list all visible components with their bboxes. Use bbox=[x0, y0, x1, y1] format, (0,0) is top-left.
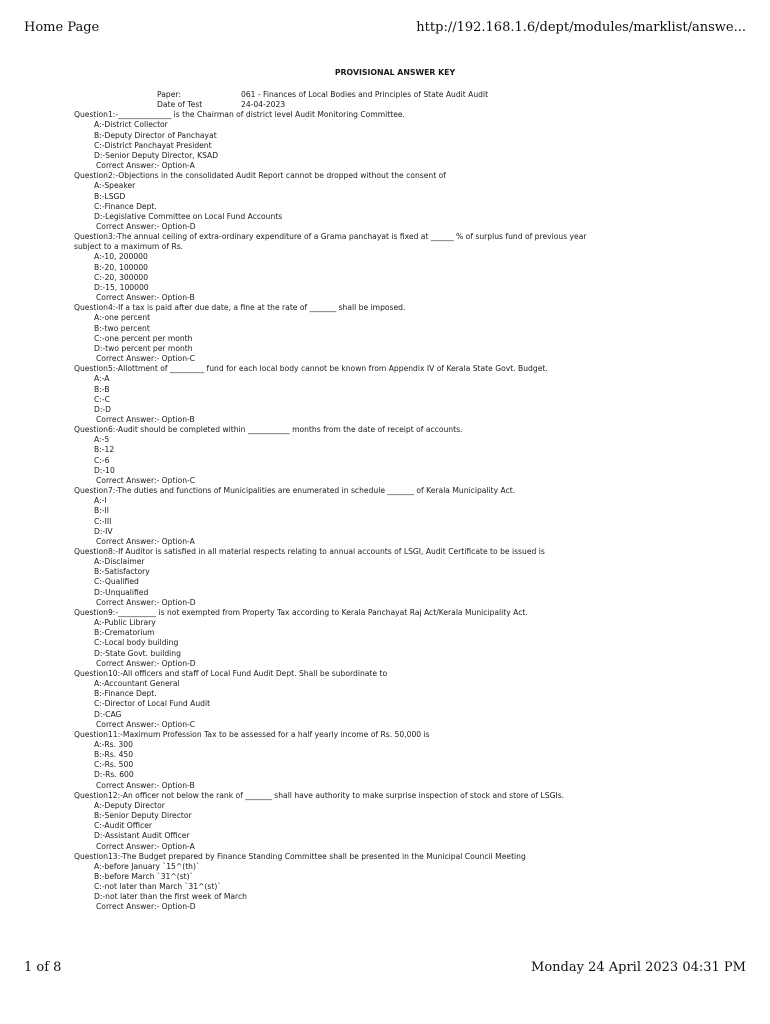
correct-answer: Correct Answer:- Option-C bbox=[96, 354, 196, 364]
question-option: C:-Rs. 500 bbox=[94, 760, 134, 770]
question-option: D:-Legislative Committee on Local Fund Accounts bbox=[94, 211, 283, 221]
question-option: A:-Accountant General bbox=[94, 679, 180, 689]
correct-answer: Correct Answer:- Option-B bbox=[96, 780, 195, 790]
question-option: D:-not later than the first week of March bbox=[94, 892, 247, 902]
question-text: Question8:-If Auditor is satisfied in all material respects relating to annual accounts of LSGI, Audit Certificate to be issued is bbox=[74, 547, 545, 556]
question-option: C:-6 bbox=[94, 455, 110, 465]
question-text: Question4:-If a tax is paid after due date, a fine at the rate of _______ shall be imposed. bbox=[74, 303, 406, 313]
date-row bbox=[0, 100, 770, 110]
question-option: C:-20, 300000 bbox=[94, 272, 149, 282]
paper-label: Paper: bbox=[157, 90, 181, 99]
question-block bbox=[0, 608, 770, 669]
page-count: 1 of 8 bbox=[24, 960, 62, 975]
question-option: B:-Satisfactory bbox=[94, 567, 150, 577]
question-option: A:-I bbox=[94, 496, 107, 506]
question-option: C:-not later than March `31^(st)` bbox=[94, 882, 222, 892]
question-text: Question9:-__________ is not exempted from Property Tax according to Kerala Panchayat Raj Act/Kerala Municipality Act. bbox=[74, 607, 528, 617]
question-text: Question1:-______________ is the Chairman of district level Audit Monitoring Committee. bbox=[74, 110, 405, 120]
question-option: A:-Rs. 300 bbox=[94, 739, 133, 749]
paper-row bbox=[0, 90, 770, 100]
question-option: D:-10 bbox=[94, 465, 115, 475]
question-text: Question7:-The duties and functions of Municipalities are enumerated in schedule _______ of Kerala Municipality Act. bbox=[74, 486, 516, 496]
question-option: B:-II bbox=[94, 506, 109, 516]
question-text: Question12:-An officer not below the rank of _______ shall have authority to make surprise inspection of stock and store of LSGIs. bbox=[74, 790, 565, 800]
question-block bbox=[0, 486, 770, 547]
question-block bbox=[0, 547, 770, 608]
question-option: A:-Public Library bbox=[94, 618, 156, 628]
question-block bbox=[0, 425, 770, 486]
question-option: C:-III bbox=[94, 516, 112, 526]
date-value: 24-04-2023 bbox=[241, 100, 286, 110]
question-option: B:-two percent bbox=[94, 323, 150, 333]
question-list bbox=[0, 110, 770, 912]
question-text: Question5:-Allottment of _________ fund for each local body cannot be known from Appendix IV of Kerala State Govt. Budget. bbox=[74, 364, 548, 374]
question-option: B:-B bbox=[94, 384, 110, 394]
question-option: C:-Qualified bbox=[94, 577, 139, 587]
correct-answer: Correct Answer:- Option-D bbox=[96, 902, 196, 912]
question-option: A:-before January `15^(th)` bbox=[94, 861, 200, 871]
correct-answer: Correct Answer:- Option-B bbox=[96, 293, 195, 303]
question-text: Question11:-Maximum Profession Tax to be assessed for a half yearly income of Rs. 50,000 is bbox=[74, 729, 430, 739]
question-option: A:-10, 200000 bbox=[94, 252, 148, 262]
answer-key-document bbox=[0, 68, 770, 913]
correct-answer: Correct Answer:- Option-D bbox=[96, 222, 196, 231]
question-block bbox=[0, 303, 770, 364]
question-block bbox=[0, 110, 770, 171]
question-option: C:-one percent per month bbox=[94, 333, 193, 343]
question-text: Question2:-Objections in the consolidated Audit Report cannot be dropped without the consent of bbox=[74, 171, 446, 181]
question-option: A:-A bbox=[94, 374, 110, 384]
correct-answer: Correct Answer:- Option-A bbox=[96, 161, 195, 171]
question-option: A:-District Collector bbox=[94, 120, 168, 130]
question-text: Question10:-All officers and staff of Local Fund Audit Dept. Shall be subordinate to bbox=[74, 668, 388, 678]
header-url: http://192.168.1.6/dept/modules/marklist/answe... bbox=[416, 20, 746, 35]
correct-answer: Correct Answer:- Option-D bbox=[96, 658, 196, 668]
question-option: D:-CAG bbox=[94, 709, 122, 719]
question-text: Question13:-The Budget prepared by Finance Standing Committee shall be presented in the Municipal Council Meeting bbox=[74, 851, 526, 861]
question-option: B:-LSGD bbox=[94, 191, 126, 201]
question-option: D:-State Govt. building bbox=[94, 648, 181, 658]
document-title: PROVISIONAL ANSWER KEY bbox=[334, 68, 456, 77]
question-block bbox=[0, 852, 770, 913]
question-block bbox=[0, 364, 770, 425]
question-option: D:-Assistant Audit Officer bbox=[94, 831, 190, 841]
correct-answer: Correct Answer:- Option-B bbox=[96, 414, 195, 424]
question-option: B:-Deputy Director of Panchayat bbox=[94, 130, 217, 140]
question-option: D:-Unqualified bbox=[94, 587, 149, 597]
question-option: D:-two percent per month bbox=[94, 343, 193, 353]
question-option: D:-Rs. 600 bbox=[94, 770, 134, 780]
question-text: Question6:-Audit should be completed within ___________ months from the date of receipt of accounts. bbox=[74, 425, 463, 435]
print-timestamp: Monday 24 April 2023 04:31 PM bbox=[531, 960, 746, 975]
question-option: B:-Finance Dept. bbox=[94, 689, 157, 699]
question-option: C:-Audit Officer bbox=[94, 821, 153, 831]
question-block bbox=[0, 171, 770, 232]
question-option: C:-Finance Dept. bbox=[94, 201, 157, 211]
question-block bbox=[0, 791, 770, 852]
question-option: D:-D bbox=[94, 404, 111, 414]
question-block bbox=[0, 232, 770, 303]
question-option: B:-Rs. 450 bbox=[94, 750, 134, 760]
question-option: A:-Disclaimer bbox=[94, 557, 145, 567]
paper-value: 061 - Finances of Local Bodies and Principles of State Audit Audit bbox=[241, 90, 489, 99]
question-option: B:-before March `31^(st)` bbox=[94, 872, 194, 881]
correct-answer: Correct Answer:- Option-C bbox=[96, 719, 196, 729]
print-header bbox=[24, 20, 746, 40]
question-option: D:-IV bbox=[94, 526, 113, 536]
header-page-title: Home Page bbox=[24, 20, 100, 35]
question-option: C:-Director of Local Fund Audit bbox=[94, 699, 211, 709]
question-option: C:-Local body building bbox=[94, 638, 179, 648]
correct-answer: Correct Answer:- Option-A bbox=[96, 841, 195, 851]
question-option: D:-15, 100000 bbox=[94, 282, 149, 292]
question-option: A:-Deputy Director bbox=[94, 800, 165, 810]
question-text: Question3:-The annual ceiling of extra-ordinary expenditure of a Grama panchayat is fixed at ______ % of surplus fund of previous year subject to a maximum of Rs. bbox=[74, 232, 587, 252]
question-option: A:-Speaker bbox=[94, 181, 136, 191]
question-option: C:-District Panchayat President bbox=[94, 140, 212, 150]
correct-answer: Correct Answer:- Option-D bbox=[96, 597, 196, 607]
question-option: B:-Crematorium bbox=[94, 628, 155, 638]
print-footer bbox=[24, 960, 746, 980]
question-option: B:-Senior Deputy Director bbox=[94, 811, 192, 821]
question-block bbox=[0, 669, 770, 730]
question-option: A:-one percent bbox=[94, 313, 151, 323]
question-option: B:-12 bbox=[94, 445, 115, 455]
question-option: D:-Senior Deputy Director, KSAD bbox=[94, 150, 219, 160]
question-option: C:-C bbox=[94, 394, 110, 404]
question-option: A:-5 bbox=[94, 435, 110, 445]
correct-answer: Correct Answer:- Option-A bbox=[96, 536, 195, 546]
question-option: B:-20, 100000 bbox=[94, 262, 148, 272]
question-block bbox=[0, 730, 770, 791]
correct-answer: Correct Answer:- Option-C bbox=[96, 475, 196, 485]
date-label: Date of Test bbox=[157, 100, 203, 110]
